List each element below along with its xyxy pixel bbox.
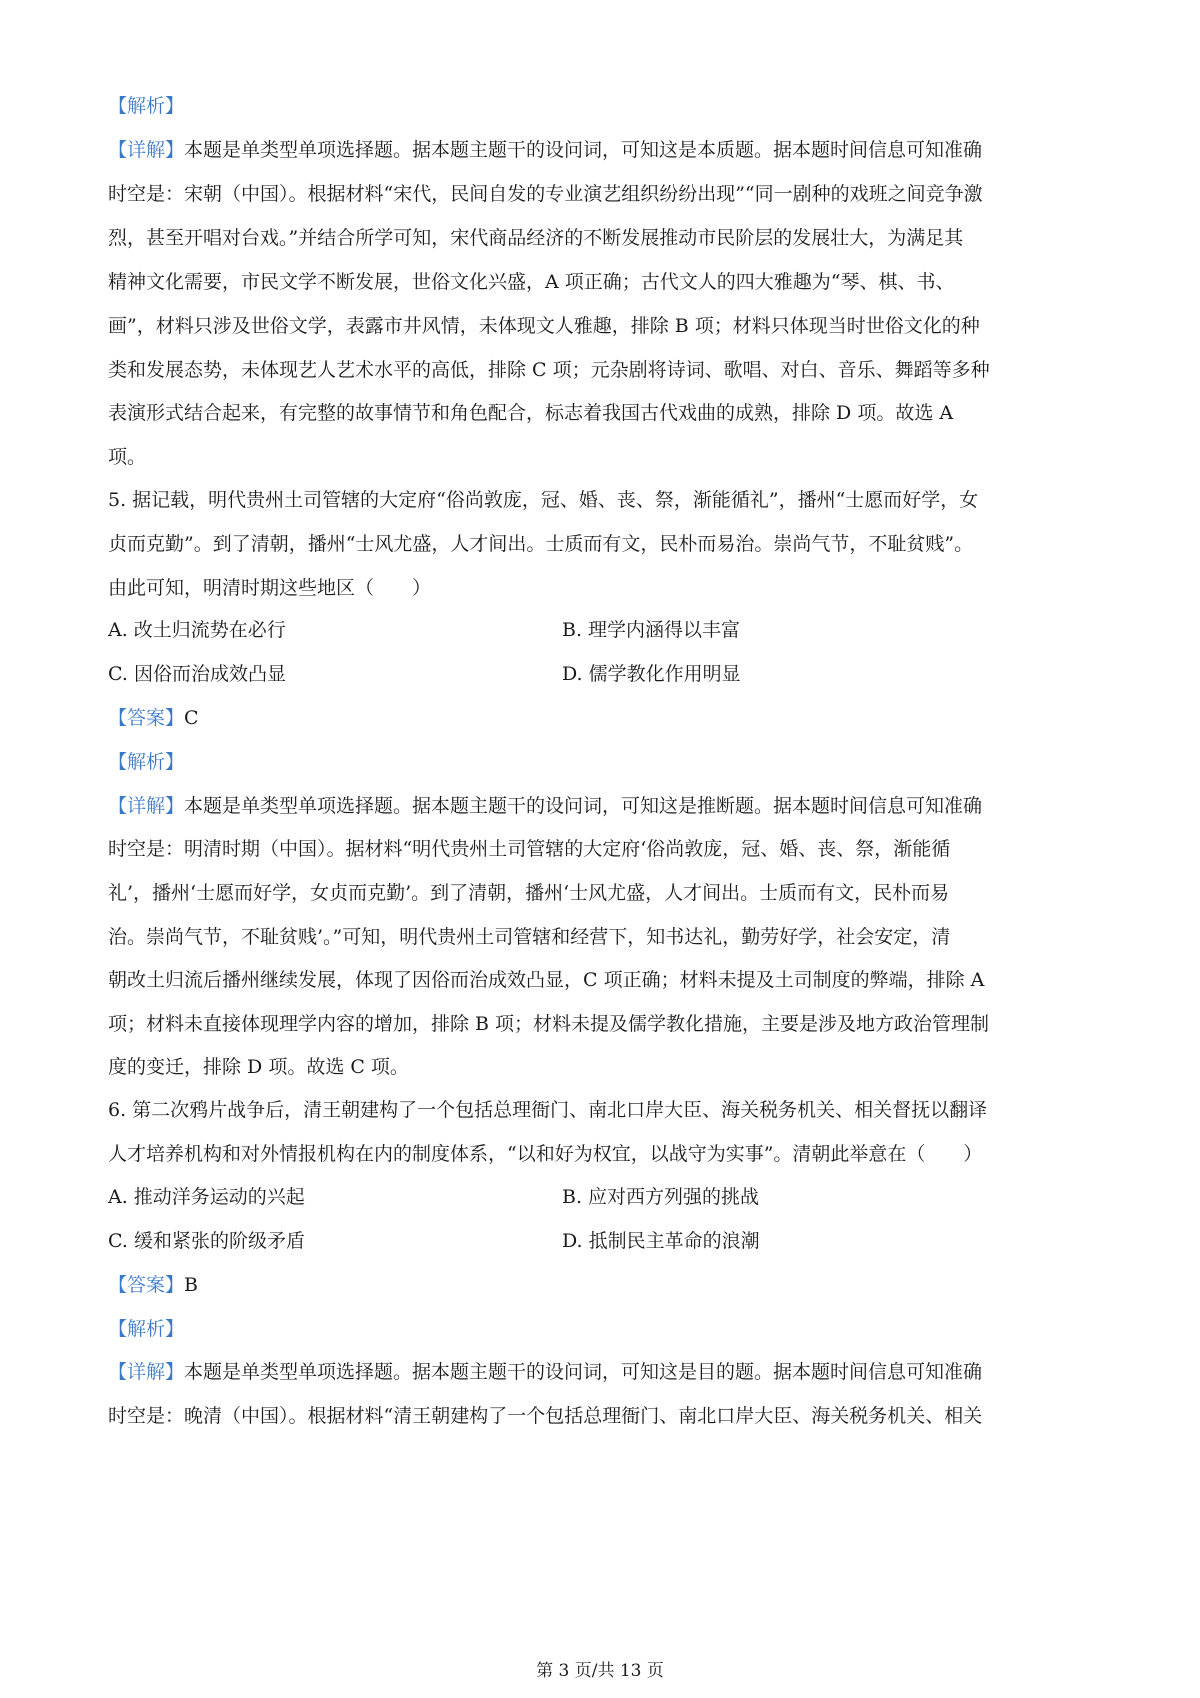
q4-detail-line-5: 画”，材料只涉及世俗文学，表露市井风情，未体现文人雅趣，排除 B 项；材料只体现当时世俗文化的种 xyxy=(108,315,980,337)
q6-option-a: A. 推动洋务运动的兴起 xyxy=(108,1186,305,1208)
q4-detail-line-6: 类和发展态势，未体现艺人艺术水平的高低，排除 C 项；元杂剧将诗词、歌唱、对白、音乐、舞蹈等多种 xyxy=(108,359,990,381)
q5-detail-line-6: 项；材料未直接体现理学内容的增加，排除 B 项；材料未提及儒学教化措施，主要是涉及地方政治管理制 xyxy=(108,1013,990,1035)
q6-detail-line-1: 【详解】本题是单类型单项选择题。据本题主题干的设问词，可知这是目的题。据本题时间信息可知准确 xyxy=(108,1361,983,1383)
q5-detail-line-4: 治。崇尚气节，不耻贫贱’。”可知，明代贵州土司管辖和经营下，知书达礼，勤劳好学，社会安定，清 xyxy=(108,926,951,948)
q4-detail-line-8: 项。 xyxy=(108,446,147,468)
q5-stem-line-3: 由此可知，明清时期这些地区（ ） xyxy=(108,577,432,599)
q4-explain-label: 【解析】 xyxy=(108,95,185,117)
q5-detail-line-7: 度的变迁，排除 D 项。故选 C 项。 xyxy=(108,1056,409,1078)
q4-detail-line-4: 精神文化需要，市民文学不断发展，世俗文化兴盛，A 项正确；古代文人的四大雅趣为“琴、棋、书、 xyxy=(108,271,955,293)
q5-option-c: C. 因俗而治成效凸显 xyxy=(108,663,286,685)
q4-detail-line-3: 烈，甚至开唱对台戏。”并结合所学可知，宋代商品经济的不断发展推动市民阶层的发展壮大，为满足其 xyxy=(108,227,964,249)
q4-detail-line-7: 表演形式结合起来，有完整的故事情节和角色配合，标志着我国古代戏曲的成熟，排除 D 项。故选 A xyxy=(108,402,954,424)
q5-explain-label: 【解析】 xyxy=(108,751,185,773)
q6-explain-label: 【解析】 xyxy=(108,1318,185,1340)
q6-option-c: C. 缓和紧张的阶级矛盾 xyxy=(108,1230,305,1252)
q5-stem-line-2: 贞而克勤”。到了清朝，播州“士风尤盛，人才间出。士质而有文，民朴而易治。崇尚气节，不耻贫贱”。 xyxy=(108,533,974,555)
q5-answer: 【答案】C xyxy=(108,707,199,729)
q5-option-a: A. 改土归流势在必行 xyxy=(108,619,286,641)
q6-answer: 【答案】B xyxy=(108,1274,198,1296)
q5-stem-line-1: 5. 据记载，明代贵州土司管辖的大定府“俗尚敦庞，冠、婚、丧、祭，渐能循礼”，播州“士愿而好学，女 xyxy=(108,489,979,511)
q6-stem-line-2: 人才培养机构和对外情报机构在内的制度体系，“以和好为权宜，以战守为实事”。清朝此举意在（ ） xyxy=(108,1143,983,1165)
q6-option-d: D. 抵制民主革命的浪潮 xyxy=(562,1230,760,1252)
q5-option-b: B. 理学内涵得以丰富 xyxy=(562,619,741,641)
q4-detail-line-2: 时空是：宋朝（中国）。根据材料“宋代，民间自发的专业演艺组织纷纷出现”“同一剧种的戏班之间竞争激 xyxy=(108,183,983,205)
q4-detail-line-1: 【详解】本题是单类型单项选择题。据本题主题干的设问词，可知这是本质题。据本题时间信息可知准确 xyxy=(108,139,983,161)
q6-stem-line-1: 6. 第二次鸦片战争后，清王朝建构了一个包括总理衙门、南北口岸大臣、海关税务机关、相关督抚以翻译 xyxy=(108,1099,988,1121)
page-footer: 第 3 页/共 13 页 xyxy=(536,1661,664,1681)
q5-detail-line-5: 朝改土归流后播州继续发展，体现了因俗而治成效凸显，C 项正确；材料未提及土司制度的弊端，排除 A xyxy=(108,969,985,991)
q5-detail-line-1: 【详解】本题是单类型单项选择题。据本题主题干的设问词，可知这是推断题。据本题时间信息可知准确 xyxy=(108,795,983,817)
q6-detail-line-2: 时空是：晚清（中国）。根据材料“清王朝建构了一个包括总理衙门、南北口岸大臣、海关税务机关、相关 xyxy=(108,1405,983,1427)
q5-option-d: D. 儒学教化作用明显 xyxy=(562,663,741,685)
q5-detail-line-3: 礼’，播州‘士愿而好学，女贞而克勤’。到了清朝，播州‘士风尤盛，人才间出。士质而有文，民朴而易 xyxy=(108,882,950,904)
q6-option-b: B. 应对西方列强的挑战 xyxy=(562,1186,760,1208)
q5-detail-line-2: 时空是：明清时期（中国）。据材料“明代贵州土司管辖的大定府‘俗尚敦庞，冠、婚、丧、祭，渐能循 xyxy=(108,838,951,860)
